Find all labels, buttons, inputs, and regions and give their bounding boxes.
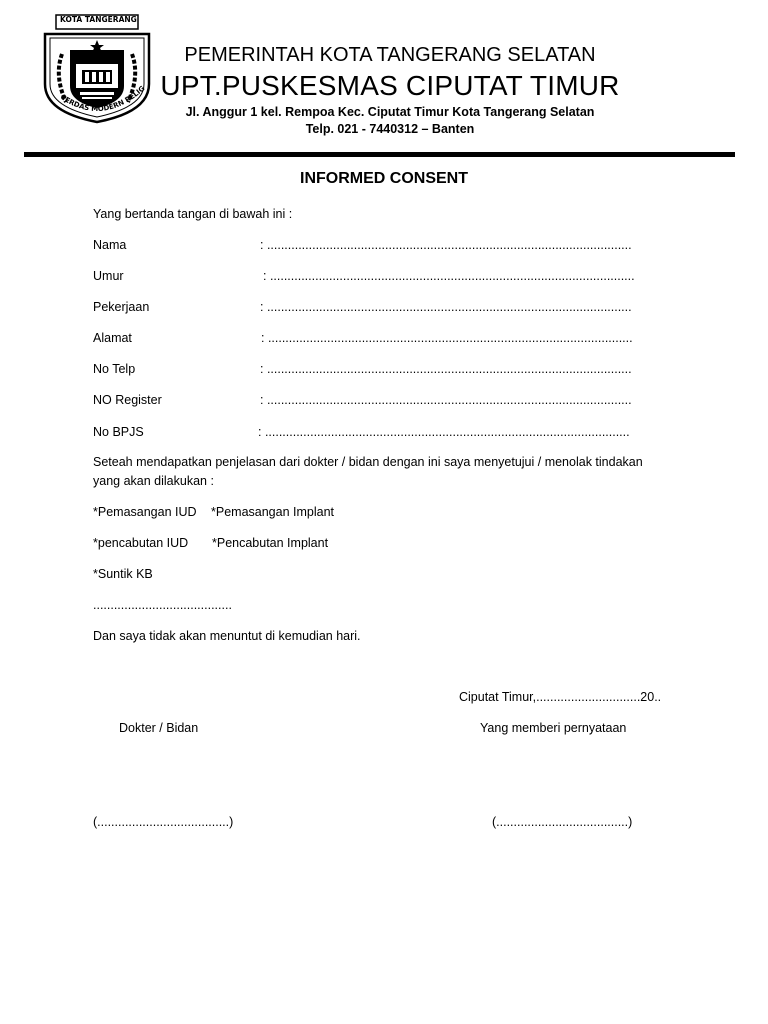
statement-line-2: yang akan dilakukan : — [93, 474, 214, 488]
signature-left-line[interactable]: (......................................) — [93, 815, 234, 829]
field-label-umur: Umur — [93, 269, 124, 283]
signature-right-line[interactable]: (......................................) — [492, 815, 633, 829]
signer-right-label: Yang memberi pernyataan — [480, 721, 627, 735]
option-pencabutan-iud[interactable]: *pencabutan IUD — [93, 536, 189, 550]
field-nama-input[interactable]: : ......................................................................................................... — [260, 238, 632, 252]
option-pemasangan-implant[interactable]: *Pemasangan Implant — [211, 505, 334, 519]
city-logo — [40, 14, 154, 126]
field-label-alamat: Alamat — [93, 331, 132, 345]
field-label-no-telp: No Telp — [93, 362, 136, 376]
field-label-no-register: NO Register — [93, 393, 162, 407]
field-no-bpjs-input[interactable]: : ......................................................................................................... — [258, 425, 630, 439]
field-no-register-input[interactable]: : ......................................................................................................... — [260, 393, 632, 407]
document-title: INFORMED CONSENT — [300, 170, 468, 187]
field-label-no-bpjs: No BPJS — [93, 425, 144, 439]
city-emblem-icon — [40, 14, 154, 126]
option-pencabutan-implant[interactable]: *Pencabutan Implant — [212, 536, 329, 550]
government-name: PEMERINTAH KOTA TANGERANG SELATAN — [184, 44, 596, 66]
field-label-nama: Nama — [93, 238, 127, 252]
field-umur-input[interactable]: : ......................................................................................................... — [263, 269, 635, 283]
svg-text:KOTA TANGERANG SELATAN — [40, 14, 137, 24]
field-no-telp-input[interactable]: : ......................................................................................................... — [260, 362, 632, 376]
header-divider — [24, 152, 735, 157]
closing-statement: Dan saya tidak akan menuntut di kemudian hari. — [93, 629, 361, 643]
field-label-pekerjaan: Pekerjaan — [93, 300, 150, 314]
signer-left-label: Dokter / Bidan — [119, 721, 199, 735]
intro-text: Yang bertanda tangan di bawah ini : — [93, 207, 293, 221]
institution-phone: Telp. 021 - 7440312 – Banten — [305, 122, 475, 136]
logo-top-text: KOTA TANGERANG — [60, 15, 137, 24]
place-date-line[interactable]: Ciputat Timur,..............................20.. — [459, 690, 662, 704]
option-pemasangan-iud[interactable]: *Pemasangan IUD — [93, 505, 197, 519]
field-alamat-input[interactable]: : ......................................................................................................... — [261, 331, 633, 345]
other-procedure-line[interactable]: ........................................ — [93, 598, 232, 612]
institution-address: Jl. Anggur 1 kel. Rempoa Kec. Ciputat Timur Kota Tangerang Selatan — [185, 105, 595, 119]
logo-bottom-text: CERDAS MODERN RELIG — [58, 84, 147, 114]
statement-line-1: Seteah mendapatkan penjelasan dari dokter / bidan dengan ini saya menyetujui / menolak tindakan — [93, 455, 643, 469]
institution-name: UPT.PUSKESMAS CIPUTAT TIMUR — [160, 70, 620, 101]
field-pekerjaan-input[interactable]: : ......................................................................................................... — [260, 300, 632, 314]
option-suntik-kb[interactable]: *Suntik KB — [93, 567, 153, 581]
